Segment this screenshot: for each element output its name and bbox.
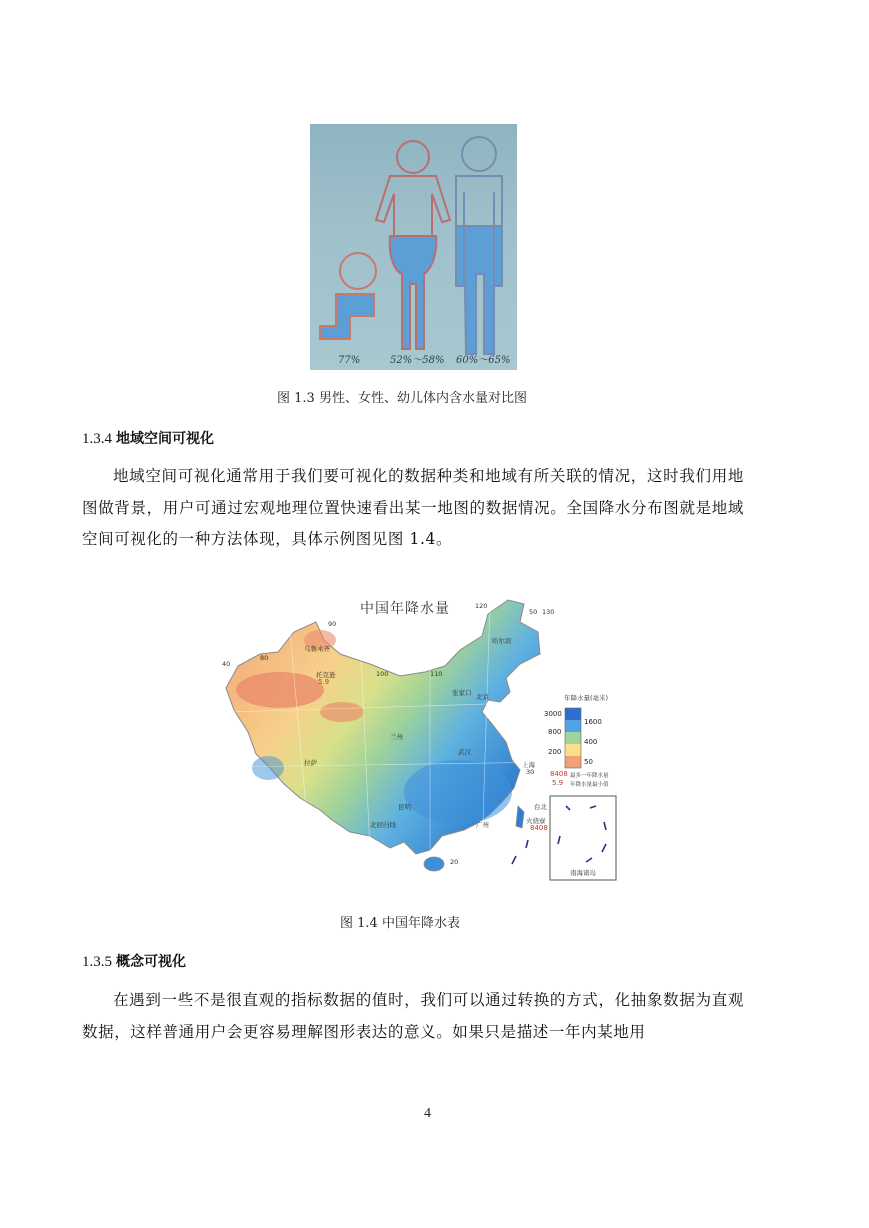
- precipitation-map: [220, 592, 626, 888]
- section-1-3-4-paragraph: 地域空间可视化通常用于我们要可视化的数据种类和地域有所关联的情况，这时我们用地图做背景，用户可通过宏观地理位置快速看出某一地图的数据情况。全国降水分布图就是地域空间可视化的一种方法体现，具体示例图见图 1.4。: [82, 467, 744, 548]
- legend-value: 800: [548, 728, 562, 736]
- legend-title: 年降水量(毫米): [564, 694, 609, 702]
- male-water-percent: 60%～65%: [456, 355, 511, 366]
- hainan-island: [424, 857, 444, 871]
- male-water-fill: [464, 226, 494, 354]
- place-tuokexun-value: 5.9: [318, 678, 330, 686]
- female-water-percent: 52%～58%: [390, 355, 445, 366]
- section-heading-1-3-4: [82, 428, 214, 448]
- grid-label: 120: [475, 602, 488, 610]
- section-heading-1-3-5: [82, 951, 186, 971]
- legend-value: 400: [584, 738, 598, 746]
- place-shanghai: 上海: [522, 761, 535, 769]
- section-number: 1.3.4: [82, 431, 112, 447]
- place-wuhan: 武汉: [458, 748, 471, 756]
- grid-label: 30: [526, 768, 535, 776]
- place-huoshaoliao: 火烧寮: [526, 817, 546, 825]
- place-zhangjiakou: 张家口: [452, 689, 472, 697]
- female-water-fill: [390, 236, 437, 349]
- inset-label-nanhai: 南海诸岛: [570, 869, 596, 877]
- place-kunming: 昆明: [398, 803, 411, 811]
- grid-label: 50: [529, 608, 538, 616]
- figure-1-3-caption: 图 1.3 男性、女性、幼儿体内含水量对比图: [277, 391, 527, 406]
- grid-label: 90: [328, 620, 337, 628]
- legend-max-note: 最多一年降水量: [570, 773, 609, 779]
- map-title: 中国年降水量: [360, 601, 450, 617]
- place-lanzhou: 兰州: [390, 733, 403, 741]
- place-wulumuqi: 乌鲁木齐: [304, 645, 330, 653]
- section-title: 概念可视化: [116, 954, 186, 970]
- legend-max-value: 8408: [550, 770, 568, 778]
- place-huoshaoliao-value: 8408: [530, 824, 548, 832]
- legend-value: 200: [548, 748, 562, 756]
- female-figure: [376, 141, 450, 349]
- section-1-3-5-paragraph: 在遇到一些不是很直观的指标数据的值时，我们可以通过转换的方式，化抽象数据为直观数据，这样普通用户会更容易理解图形表达的意义。如果只是描述一年内某地用: [82, 991, 744, 1041]
- child-figure: [320, 253, 376, 339]
- precipitation-map-figure: [220, 592, 626, 888]
- taiwan-island: [516, 806, 524, 828]
- section-title: 地域空间可视化: [116, 431, 214, 447]
- child-water-percent: 77%: [338, 355, 361, 366]
- grid-label: 110: [430, 670, 443, 678]
- legend-min-value: 5.9: [552, 779, 564, 787]
- male-figure: [456, 137, 502, 354]
- grid-label: 80: [260, 654, 269, 662]
- legend-min-note: 年降水量最小值: [570, 782, 609, 788]
- southwest-wet-zone: [252, 756, 284, 780]
- place-taibei: 台北: [534, 803, 547, 811]
- figure-1-4-caption: 图 1.4 中国年降水表: [340, 916, 460, 931]
- south-wet-zone: [404, 760, 512, 824]
- water-content-illustration: [310, 124, 517, 370]
- place-guangzhou: 广州: [476, 821, 489, 829]
- grid-label: 130: [542, 608, 555, 616]
- legend-color-bar: [565, 708, 581, 768]
- place-harbin: 哈尔滨: [492, 637, 512, 645]
- legend-value: 50: [584, 758, 593, 766]
- grid-label: 20: [450, 858, 459, 866]
- qaidam-dry-zone: [320, 702, 364, 722]
- child-water-fill: [320, 294, 374, 339]
- page-number: 4: [424, 1106, 431, 1121]
- grid-label: 100: [376, 670, 389, 678]
- place-beijing: 北京: [476, 693, 489, 701]
- section-number: 1.3.5: [82, 954, 112, 970]
- place-tuokexun: 托克逊: [316, 671, 336, 679]
- tarim-dry-zone: [236, 672, 324, 708]
- place-beiguihuixian: 北回归线: [370, 821, 396, 829]
- water-content-figure: [310, 124, 517, 370]
- place-lhasa: 拉萨: [304, 759, 317, 767]
- grid-label: 40: [222, 660, 231, 668]
- legend-value: 3000: [544, 710, 562, 718]
- legend-value: 1600: [584, 718, 602, 726]
